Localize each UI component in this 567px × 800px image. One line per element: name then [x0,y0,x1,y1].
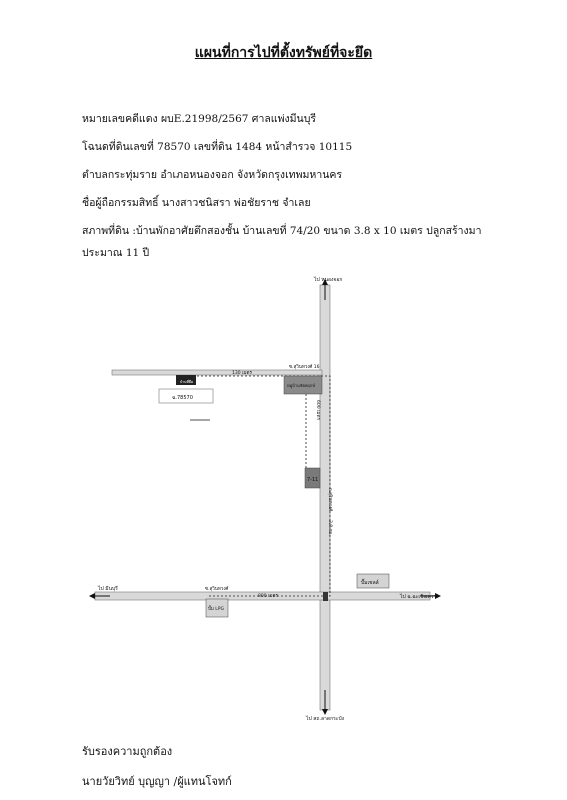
location-map [0,262,567,732]
label-711: 7-11 [307,477,319,483]
label-to-east: ไป ฉ.ฉะเชิงเทรา [400,594,437,600]
page-title: แผนที่การไปที่ตั้งทรัพย์ที่จะยึด [194,45,373,61]
owner-line: ชื่อผู้ถือกรรมสิทธิ์ นางสาวชนิสรา พ่อชัยราช จำเลย [82,197,311,209]
label-to-west: ไป มีนบุรี [98,586,118,592]
condition-line-2: ประมาณ 11 ปี [82,247,150,259]
label-to-north: ไป หนองจอก [314,277,343,283]
soi-road-top [112,370,322,375]
label-distance-bottom: 800 เมตร [258,594,278,599]
label-distance-vertical: 600 เมตร [315,400,320,420]
label-distance-top: 130 เมตร [232,371,252,376]
case-number-line: หมายเลขคดีแดง ผบE.21998/2567 ศาลแพ่งมีนบุรี [82,113,317,125]
label-target-house: บ้านที่ยึด [180,380,194,384]
label-gas-station: ปั๊มเชลล์ [361,580,379,586]
location-line: ตำบลกระทุ่มราย อำเภอหนองจอก จังหวัดกรุงเทพมหานคร [82,169,343,181]
deed-line: โฉนดที่ดินเลขที่ 78570 เลขที่ดิน 1484 หน้าสำรวจ 10115 [82,141,353,153]
traffic-signal-icon [323,592,328,601]
label-soi-top: ซ.สุวินทวงศ์ 16 [289,365,320,370]
condition-line-1: สภาพที่ดิน :บ้านพักอาศัยตึกสองชั้น บ้านเลขที่ 74/20 ขนาด 3.8 x 10 เมตร ปลูกสร้างมา [82,225,482,237]
label-to-south: ไป สถ.ลาดกระบัง [306,716,345,722]
label-distance-road: 3.8 กม. [327,520,332,536]
label-village: หมู่บ้านชัยพฤกษ์ [287,383,315,388]
label-road-name: ถ.สุวินทวงศ์ [327,488,332,512]
certify-text: รับรองความถูกต้อง [82,745,173,758]
label-lpg: ปั๊ม LPG [208,607,224,612]
label-parcel: ฉ.78570 [172,395,193,401]
label-soi-left: ซ.สุวินทวงศ์ [205,587,229,592]
signer-text: นายวัยวิทย์ บุญญา /ผู้แทนโจทก์ [82,775,232,788]
